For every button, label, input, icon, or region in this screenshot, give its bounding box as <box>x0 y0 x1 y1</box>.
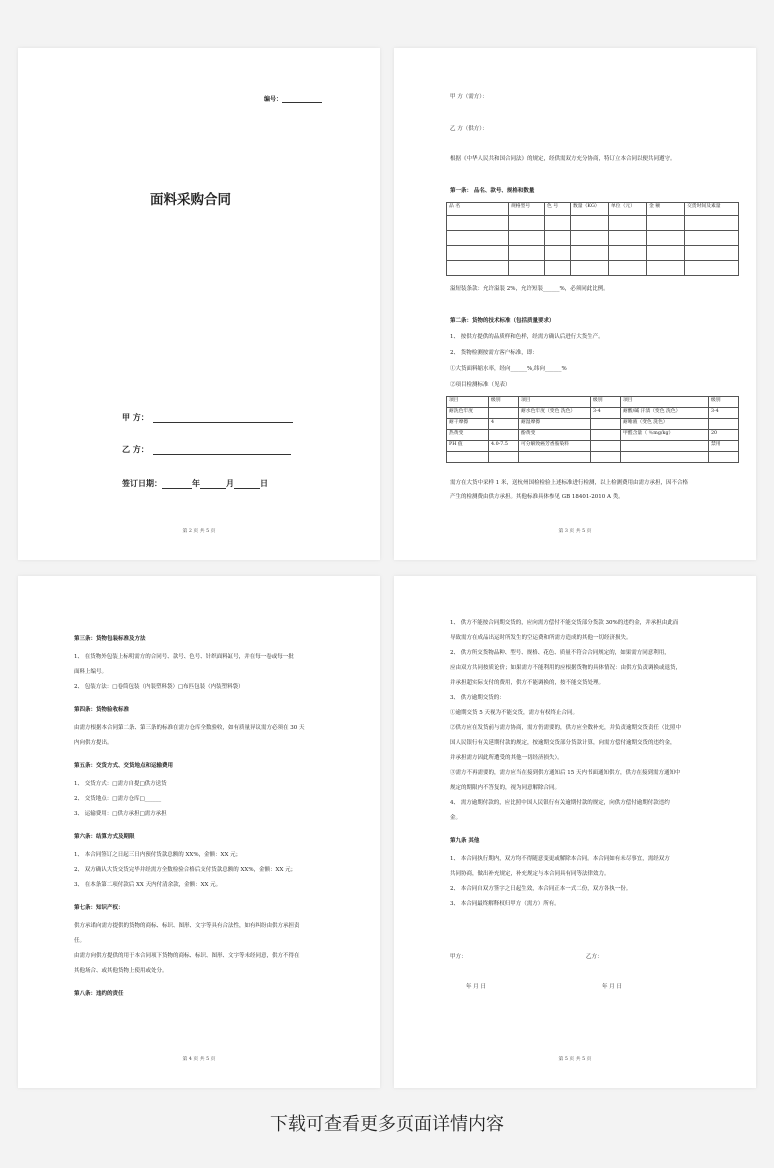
contract-page-3 <box>18 576 380 1088</box>
testing-note-1: 需方在大货中采样 1 米，送杭州国检检验上述标准进行检测，以上检测费用由需方承担，因不合格 <box>450 480 688 486</box>
goods-table-cell[interactable] <box>447 231 509 246</box>
month-label: 月 <box>226 479 234 488</box>
test-standards-cell: 级别 <box>709 397 739 408</box>
test-standards-cell: PH 值 <box>447 441 489 452</box>
article-line: 3、 运输费用：□供方承担□需方承担 <box>74 811 167 817</box>
test-standards-cell <box>621 441 709 452</box>
goods-table-cell[interactable] <box>545 246 571 261</box>
article-line: 1、 本合同执行期内，双方均不得随意变更或解除本合同。本合同如有未尽事宜，需经双方 <box>450 856 670 862</box>
article-heading: 第三条：货物包装标准及方法 <box>74 636 146 642</box>
goods-table-header-cell: 品 名 <box>447 203 509 216</box>
test-standards-cell <box>489 452 519 463</box>
test-standards-cell <box>591 441 621 452</box>
test-standards-cell: 3-4 <box>591 408 621 419</box>
goods-table-cell[interactable] <box>685 246 739 261</box>
test-standards-cell: 甲醛含量（ ％mg/kg） <box>621 430 709 441</box>
goods-table-cell[interactable] <box>685 216 739 231</box>
article-2-title: 第二条：货物的技术标准（包括质量要求） <box>450 318 555 324</box>
page-footer: 第 5 页 共 5 页 <box>558 1057 592 1062</box>
test-standards-cell: 热黄变 <box>447 430 489 441</box>
test-standards-cell: 级别 <box>489 397 519 408</box>
goods-table-cell[interactable] <box>447 216 509 231</box>
test-standards-cell: 耐干摩擦 <box>447 419 489 430</box>
article-line: 共同协商，做出补充规定，补充规定与本合同具有同等法律效力。 <box>450 871 610 877</box>
test-standards-cell <box>591 452 621 463</box>
goods-table-cell[interactable] <box>447 261 509 276</box>
article-line: 2、 交货地点：□需方仓库□______ <box>74 796 162 802</box>
test-standards-cell <box>489 430 519 441</box>
document-title: 面料采购合同 <box>150 192 231 208</box>
sign-date-label: 签订日期： <box>122 479 162 488</box>
signature-date-b: 年 月 日 <box>602 984 622 990</box>
test-standards-cell <box>489 408 519 419</box>
goods-table <box>446 202 739 276</box>
party-a-label: 甲 方： <box>122 413 149 422</box>
goods-table-cell[interactable] <box>609 246 647 261</box>
goods-table-cell[interactable] <box>545 231 571 246</box>
article-2-item-4: ②项目检测标准（见表） <box>450 382 511 388</box>
contract-page-2 <box>394 48 756 560</box>
test-standards-row <box>447 397 739 408</box>
signature-date-a: 年 月 日 <box>466 984 486 990</box>
goods-table-cell[interactable] <box>545 216 571 231</box>
article-line: 3、 在本条第二项付款后 XX 天内付清余款，金额：XX 元。 <box>74 882 222 888</box>
article-line: 1、 在货物外包装上标明需方的合同号、款号、色号、针织面料缸号，并在每一卷或每一批 <box>74 654 294 660</box>
test-standards-cell <box>591 419 621 430</box>
testing-note-2: 产生的检测费由供方承担。其他标准具体参见 GB 18401-2010 A 类。 <box>450 494 624 500</box>
goods-table-cell[interactable] <box>509 216 545 231</box>
test-standards-cell: 20 <box>709 430 739 441</box>
test-standards-row <box>447 408 739 419</box>
test-standards-table <box>446 396 739 463</box>
goods-table-row <box>447 246 739 261</box>
page-footer: 第 2 页 共 5 页 <box>182 529 216 534</box>
download-caption[interactable]: 下载可查看更多页面详情内容 <box>270 1114 504 1135</box>
contract-number <box>264 94 322 103</box>
contract-number-blank <box>282 102 322 103</box>
article-line: ①逾期交货 5 天视为不能交货，需方有权终止合同。 <box>450 710 578 716</box>
contract-number-label: 编号： <box>264 96 283 103</box>
goods-table-cell[interactable] <box>647 246 685 261</box>
goods-table-cell[interactable] <box>571 216 609 231</box>
article-line: 2、 供方所交货物品种、型号、规格、花色、质量不符合合同规定的，如果需方同意利用， <box>450 650 670 656</box>
goods-table-cell[interactable] <box>647 231 685 246</box>
goods-table-row <box>447 261 739 276</box>
article-line: 导致需方在成品出运时所发生的空运费和所需方造成的其他一切经济损失。 <box>450 635 632 641</box>
goods-table-cell[interactable] <box>609 231 647 246</box>
test-standards-cell: 4.0-7.5 <box>489 441 519 452</box>
goods-table-cell[interactable] <box>571 261 609 276</box>
article-line: 供方承诺向需方提供的货物的商标、标识、图形、文字等具有合法性，如有纠纷由供方承担责 <box>74 923 300 929</box>
party-a-row <box>122 412 293 423</box>
goods-table-header-cell: 金 额 <box>647 203 685 216</box>
contract-page-cover <box>18 48 380 560</box>
goods-table-header-cell: 交货时间及素量 <box>685 203 739 216</box>
article-line: 其他场合、或其他货物上使用或处分。 <box>74 968 168 974</box>
goods-table-cell[interactable] <box>647 261 685 276</box>
year-label: 年 <box>192 479 200 488</box>
article-line: 1、 交货方式：□需方自提□供方送货 <box>74 781 167 787</box>
goods-table-row <box>447 216 739 231</box>
goods-table-cell[interactable] <box>609 261 647 276</box>
article-line: 1、 本合同签订之日起三日内预付货款总额的 XX%，金额：XX 元； <box>74 852 242 858</box>
test-standards-cell: 可分解致癌芳香胺染料 <box>519 441 591 452</box>
article-line: 2、 本合同自双方签字之日起生效，本合同正本一式二份，双方各执一份。 <box>450 886 632 892</box>
test-standards-cell <box>621 452 709 463</box>
test-standards-cell: 项目 <box>621 397 709 408</box>
article-line: 任。 <box>74 938 86 944</box>
article-line: 并承担超实际支付的费用，供方不能调换的，按不能交货处理。 <box>450 680 605 686</box>
signature-party-a: 甲方： <box>450 954 467 960</box>
goods-table-header-cell: 数量（KG） <box>571 203 609 216</box>
article-line: 2、 双方确认大货交货完毕并经需方全数检验合格后支付货款总额的 XX%，金额：XX 元； <box>74 867 297 873</box>
test-standards-cell: 禁用 <box>709 441 739 452</box>
goods-table-cell[interactable] <box>509 261 545 276</box>
article-2-item-1: 1、 按供方提供的品质样和色样，经需方确认后进行大货生产。 <box>450 334 604 340</box>
article-heading: 第六条：结算方式及期限 <box>74 834 135 840</box>
goods-table-cell[interactable] <box>571 231 609 246</box>
test-standards-cell <box>591 430 621 441</box>
contract-page-4 <box>394 576 756 1088</box>
page-footer: 第 4 页 共 5 页 <box>182 1057 216 1062</box>
article-heading: 第九条 其他 <box>450 838 480 844</box>
test-standards-row <box>447 452 739 463</box>
goods-table-cell[interactable] <box>609 216 647 231</box>
goods-table-header-cell: 单位（元） <box>609 203 647 216</box>
goods-table-header-cell: 规格型号 <box>509 203 545 216</box>
test-standards-cell <box>709 452 739 463</box>
goods-table-cell[interactable] <box>545 261 571 276</box>
article-line: 规定的期限内不答复的，视为同意解除合同。 <box>450 785 561 791</box>
article-line: 内向供方提出。 <box>74 740 113 746</box>
article-1-title: 第一条： 品名、款号、规格和数量 <box>450 188 535 194</box>
test-standards-cell: 耐酸/碱 汗渍（变色 洗色） <box>621 408 709 419</box>
party-b-blank <box>153 454 291 455</box>
article-line: 金。 <box>450 815 462 821</box>
article-line: ②供方应在发货前与需方协商，需方仍需要的，供方应全数补充，并负责逾期交货责任（比照中 <box>450 725 682 731</box>
test-standards-row <box>447 430 739 441</box>
test-standards-cell: 酚黄变 <box>519 430 591 441</box>
test-standards-cell: 耐水色牢度（变色 洗色） <box>519 408 591 419</box>
day-blank <box>234 488 260 489</box>
party-b-line: 乙 方（供方）： <box>450 126 488 132</box>
article-line: 1、 供方不能按合同期交货的，应向需方偿付不能交货部分货款 30%的违约金，并承担由此而 <box>450 620 679 626</box>
goods-table-header-cell: 色 号 <box>545 203 571 216</box>
test-standards-cell <box>447 452 489 463</box>
goods-table-cell[interactable] <box>447 246 509 261</box>
test-standards-cell <box>519 452 591 463</box>
article-line: 国人民银行有关延期付款的规定，按逾期交货部分货款计算，向需方偿付逾期交货的违约金， <box>450 740 676 746</box>
party-b-label: 乙 方： <box>122 445 149 454</box>
goods-table-cell[interactable] <box>647 216 685 231</box>
sign-date-row <box>122 478 268 489</box>
goods-table-header <box>447 203 739 216</box>
article-line: ③需方不再需要的，需方应当在接到供方通知后 15 天内书面通知供方，供方在接到需方通知中 <box>450 770 681 776</box>
party-b-row <box>122 444 291 455</box>
article-line: 由需方根据本合同第二条、第三条的标准在需方仓库全数验收，如有质量异议需方必须在 30 天 <box>74 725 305 731</box>
article-line: 面料上编号。 <box>74 669 108 675</box>
article-heading: 第八条：违约的责任 <box>74 991 124 997</box>
party-a-blank <box>153 422 293 423</box>
article-heading: 第七条：知识产权： <box>74 905 124 911</box>
article-2-item-2: 2、 货物检测按需方客户标准，即： <box>450 350 538 356</box>
article-line: 3、 供方逾期交货的： <box>450 695 505 701</box>
test-standards-cell: 耐洗色牢度 <box>447 408 489 419</box>
goods-table-row <box>447 231 739 246</box>
signature-party-b: 乙方： <box>586 954 603 960</box>
goods-table-cell[interactable] <box>509 246 545 261</box>
goods-table-cell[interactable] <box>571 246 609 261</box>
article-heading: 第四条：货物验收标准 <box>74 707 130 713</box>
party-a-line: 甲 方（需方）： <box>450 94 488 100</box>
year-blank <box>162 488 192 489</box>
goods-table-cell[interactable] <box>685 261 739 276</box>
test-standards-cell: 4 <box>489 419 519 430</box>
month-blank <box>200 488 226 489</box>
article-line: 4、 需方逾期付款的，应比照中国人民银行有关逾期付款的规定，向供方偿付逾期付款违约 <box>450 800 670 806</box>
test-standards-cell <box>709 419 739 430</box>
page-footer: 第 3 页 共 5 页 <box>558 529 592 534</box>
article-line: 应由双方共同按质论价；如果需方不能利用的应根据货物的具体情况：由供方负责调换或退货， <box>450 665 682 671</box>
article-2-item-3: ①大货面料缩水率，经向______%,纬向______% <box>450 366 567 372</box>
article-line: 2、 包装方法：□卷筒包装（内装塑料袋）□布匹包装（内装塑料袋） <box>74 684 244 690</box>
goods-table-cell[interactable] <box>509 231 545 246</box>
test-standards-row <box>447 441 739 452</box>
article-line: 3、 本合同最终解释权归甲方（需方）所有。 <box>450 901 560 907</box>
day-label: 日 <box>260 479 268 488</box>
test-standards-cell: 耐唾液（变色 洗色） <box>621 419 709 430</box>
test-standards-row <box>447 419 739 430</box>
goods-table-cell[interactable] <box>685 231 739 246</box>
intro-text: 根据《中华人民共和国合同法》的规定，经供需双方充分协商，特订立本合同以便共同遵守。 <box>450 156 676 162</box>
test-standards-cell: 3-4 <box>709 408 739 419</box>
article-heading: 第五条：交货方式、交货地点和运输费用 <box>74 763 174 769</box>
test-standards-cell: 项目 <box>519 397 591 408</box>
test-standards-cell: 项目 <box>447 397 489 408</box>
test-standards-cell: 级别 <box>591 397 621 408</box>
test-standards-cell: 耐湿摩擦 <box>519 419 591 430</box>
article-line: 并承担需方因此所遭受的其他一切经济损失）。 <box>450 755 563 761</box>
tolerance-clause: 溢短装条款：允许溢装 2%，允许短装______%，必须同此比例。 <box>450 286 609 292</box>
article-line: 由需方向供方提供的用于本合同项下货物的商标、标识、图形、文字等未经同意，供方不得在 <box>74 953 300 959</box>
